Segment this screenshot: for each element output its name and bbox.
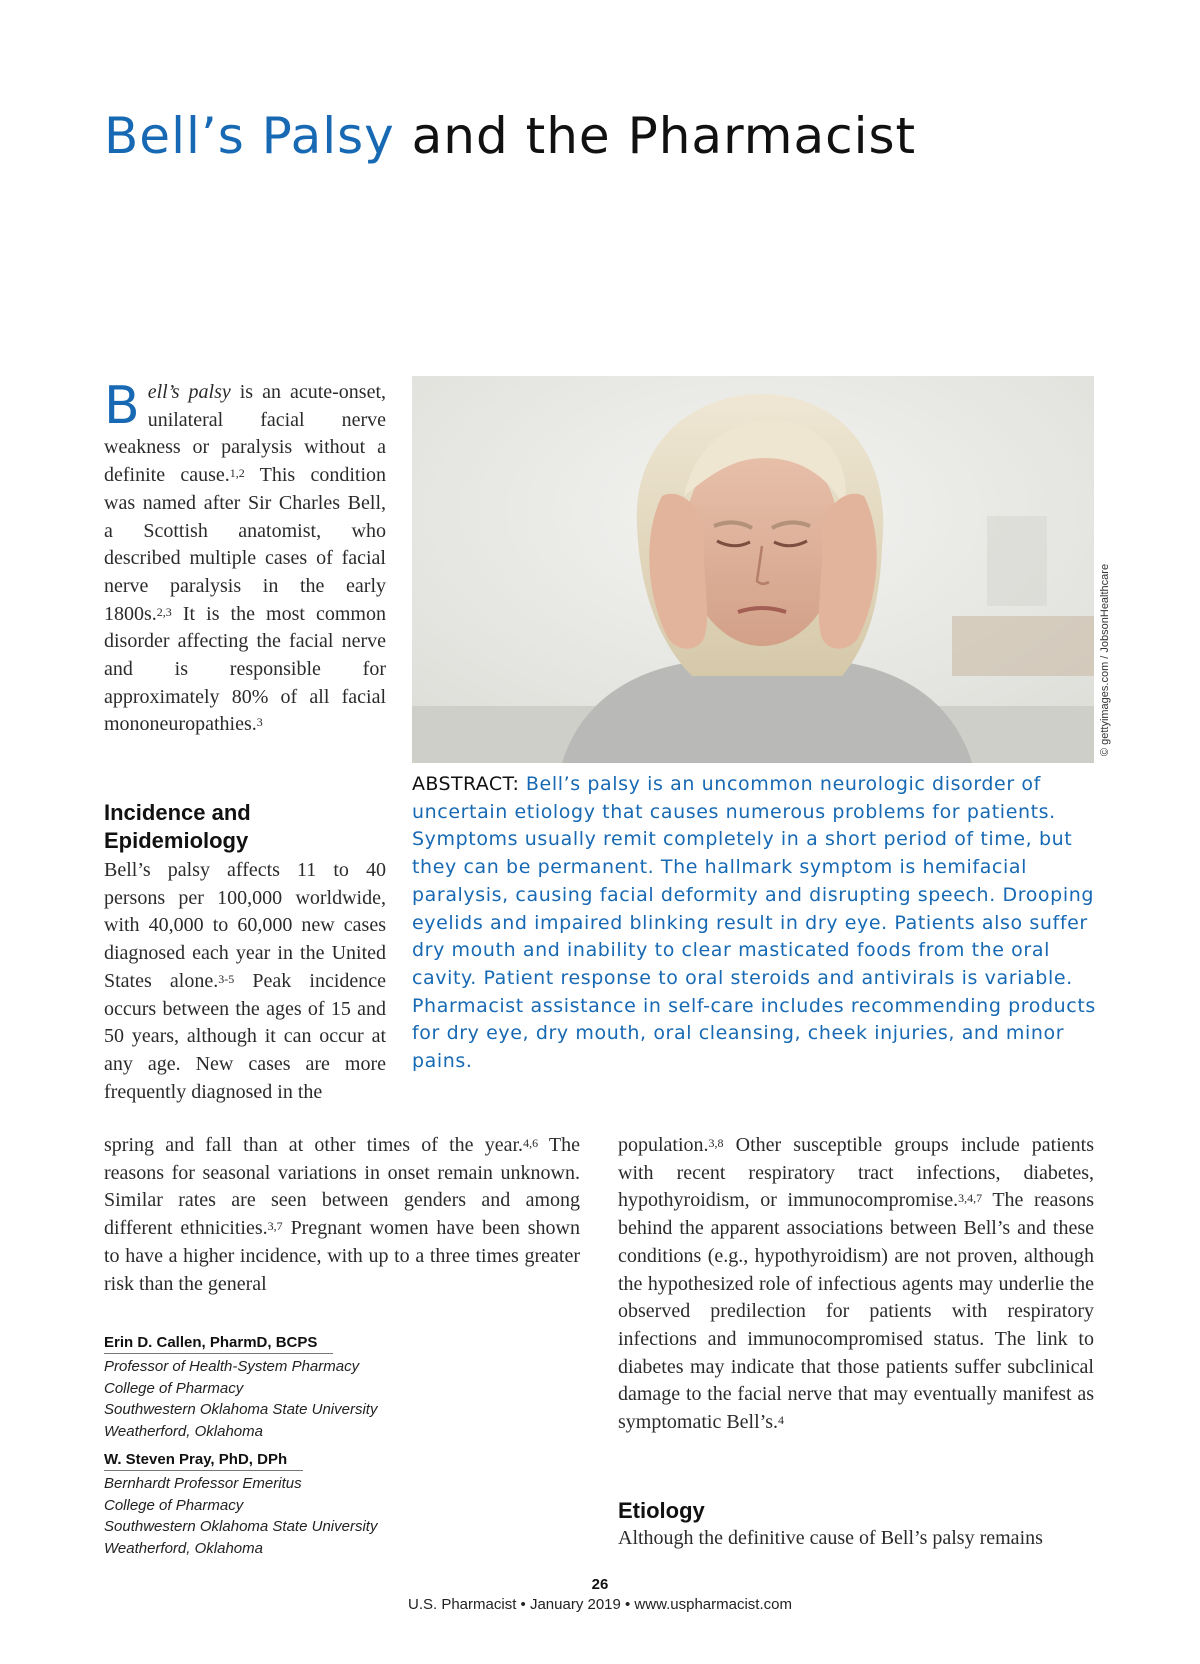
citation: 4,6 [523,1136,539,1150]
incidence-text-e: Pregnant women have been shown to have a higher incidence, with up to a three times greater risk than the general [104,1217,580,1295]
intro-text-1: is an acute-onset, unilateral facial nerve weakness or paralysis without a definite cause. [104,381,387,487]
photo-credit-text: © gettyimages.com / JobsonHealthcare [1099,563,1111,757]
author-affiliation: College of Pharmacy [104,1496,244,1514]
article-title-rest: and the Pharmacist [411,107,917,165]
page-number: 26 [591,1576,609,1593]
citation: 3,4,7 [958,1191,983,1206]
author-affiliation: Southwestern Oklahoma State University [104,1401,378,1418]
section-heading-etiology: Etiology [618,1498,705,1523]
author-affiliation: Weatherford, Oklahoma [104,1539,263,1557]
intro-lead: ell’s palsy [147,381,231,403]
article-photo [412,376,1094,763]
right-text-c: The reasons behind the apparent associations between Bell’s and these conditions (e.g., hypothyroidism) are not proven, although the hypothesized role of infectious agents may underlie the observed predilection for patients with respiratory infections and immunocompromised status. The link to diabetes may indicate that those patients suffer subclinical damage to the facial nerve that may eventually manifest as symptomatic Bell’s. [618,1189,1095,1434]
abstract [412,771,1102,1076]
author-affiliation: Bernhardt Professor Emeritus [104,1475,302,1492]
intro-paragraph [104,376,387,739]
citation: 4 [778,1413,784,1428]
intro-column [104,376,387,739]
citation: 3,7 [267,1219,283,1234]
author-block [104,1333,424,1442]
article-title-highlight: Bell’s Palsy [104,107,395,165]
section-heading-incidence: Incidence and Epidemiology [104,800,251,853]
incidence-text-d: The reasons for seasonal variations in onset remain unknown. Similar rates are seen between genders and among different ethnicities. [104,1134,580,1240]
intro-text-3: It is the most common disorder affecting the facial nerve and is responsible for approximately 80% of all facial mononeuropathies. [104,602,386,736]
author-block [104,1450,424,1559]
citation: 3,8 [708,1136,724,1150]
right-text-b: Other susceptible groups include patients with recent respiratory tract infections, diabetes, hypothyroidism, or immunocompromise. [618,1134,1095,1212]
citation: 3 [256,715,263,730]
footer-publication: U.S. Pharmacist • January 2019 • www.uspharmacist.com [408,1596,792,1613]
author-affiliation: Weatherford, Oklahoma [104,1422,263,1440]
author-affiliation: College of Pharmacy [104,1379,244,1397]
author-affiliation: Professor of Health-System Pharmacy [104,1358,360,1375]
author-affiliation: Southwestern Oklahoma State University [104,1518,378,1535]
article-title [104,96,1104,176]
citation: 2,3 [156,604,172,619]
incidence-text [104,857,386,1106]
drop-cap: B [104,376,140,436]
abstract-label: ABSTRACT: [412,773,520,795]
right-text-a: population. [618,1134,709,1156]
woman-headache-illustration [412,376,1094,763]
incidence-text-c: spring and fall than at other times of the year. [104,1134,524,1156]
author-name: W. Steven Pray, PhD, DPh [104,1450,303,1471]
citation: 1,2 [229,466,245,481]
right-column-text [618,1132,1094,1437]
etiology-text: Although the definitive cause of Bell’s palsy remains [618,1527,1043,1549]
citation: 3-5 [218,971,235,986]
photo-credit [1097,560,1113,760]
incidence-text-b: Peak incidence occurs between the ages of 15 and 50 years, although it can occur at any age. New cases are more frequently diagnosed in the [104,969,387,1103]
author-name: Erin D. Callen, PharmD, BCPS [104,1333,333,1354]
abstract-text: Bell’s palsy is an uncommon neurologic disorder of uncertain etiology that causes numerous problems for patients. Symptoms usually remit completely in a short period of time, but they can be permanent. The hallmark symptom is hemifacial paralysis, causing facial deformity and disrupting speech. Drooping eyelids and impaired blinking result in dry eye. Patients also suffer dry mouth and inability to clear masticated foods from the oral cavity. Patient response to oral steroids and antivirals is variable. Pharmacist assistance in self-care includes recommending products for dry eye, dry mouth, oral cleansing, cheek injuries, and minor pains. [412,773,1096,1073]
incidence-text-a: Bell’s palsy affects 11 to 40 persons per 100,000 worldwide, with 40,000 to 60,000 new cases diagnosed each year in the United States alone. [104,859,386,992]
intro-text-2: This condition was named after Sir Charles Bell, a Scottish anatomist, who described multiple cases of facial nerve paralysis in the early 1800s. [104,464,386,625]
incidence-continued [104,1132,580,1298]
